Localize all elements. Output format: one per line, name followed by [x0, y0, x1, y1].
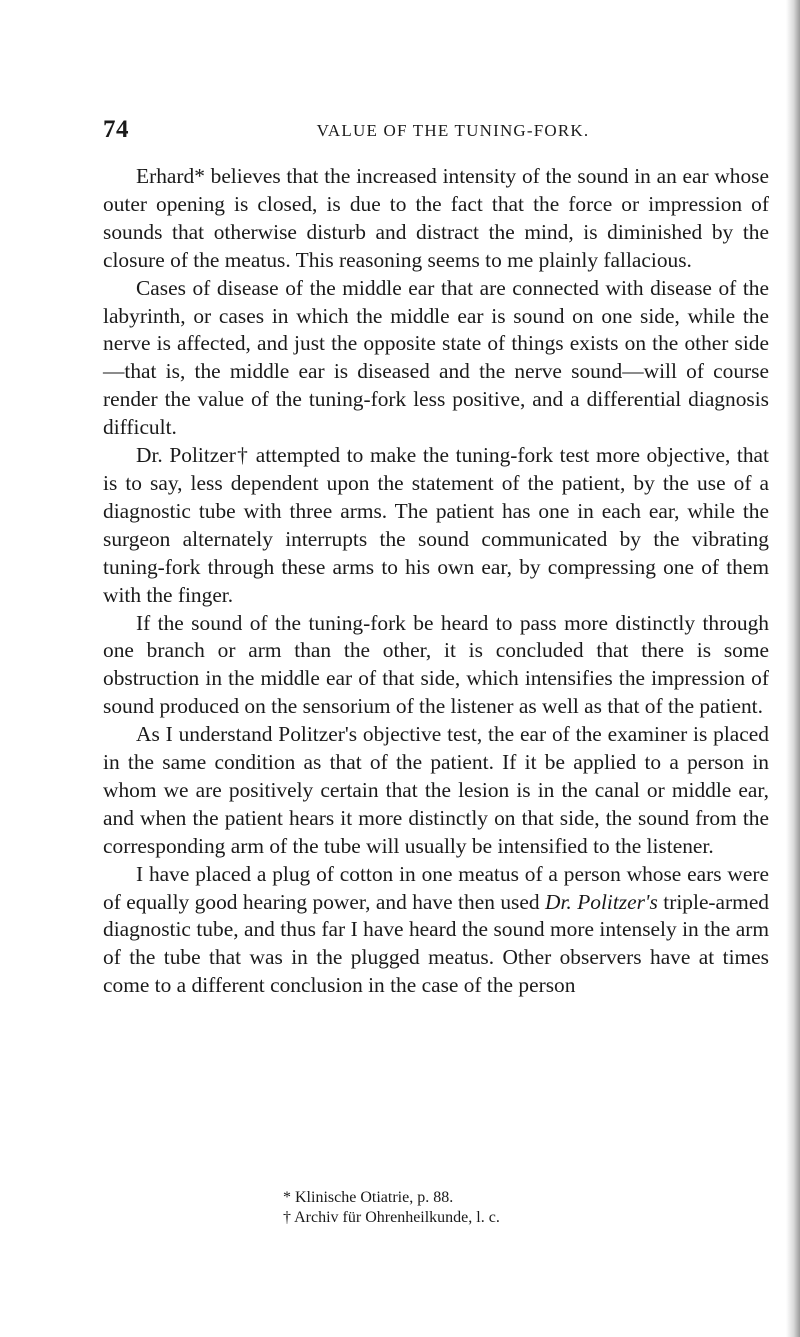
paragraph-cases-of-disease: Cases of disease of the middle ear that are connected with disease of the labyrinth, or cases in which the middle ear is sound on one side, while the nerve is affected, and just the opposite state of things exists on the other side—that is, the middle ear is diseased and the nerve sound—will of course render the value of the tuning-fork less positive, and a differential diagnosis difficult. [103, 275, 769, 440]
paragraph-erhard: Erhard* believes that the increased intensity of the sound in an ear whose outer opening is closed, is due to the fact that the force or impression of sounds that otherwise disturb and distract the mind, is diminished by the closure of the meatus. This reasoning seems to me plainly fallacious. [103, 164, 769, 272]
running-head: VALUE OF THE TUNING-FORK. [316, 121, 590, 140]
page-header [103, 116, 763, 146]
paragraph-politzer-test: Dr. Politzer† attempted to make the tuning-fork test more objective, that is to say, less dependent upon the statement of the patient, by the use of a diagnostic tube with three arms. The patient has one in each ear, while the surgeon alternately interrupts the sound communicated by the vibrating tuning-fork through these arms to his own ear, by compressing one of them with the finger. [103, 443, 769, 607]
footnote-politzer: † Archiv für Ohrenheilkunde, l. c. [283, 1209, 500, 1226]
footnotes [283, 1188, 763, 1228]
politzer-italic: Dr. Politzer's [545, 889, 658, 914]
paragraph-sound-branch: If the sound of the tuning-fork be heard to pass more distinctly through one branch or arm than the other, it is concluded that there is some obstruction in the middle ear of that side, which intensifies the impression of sound produced on the sensorium of the listener as well as that of the patient. [103, 610, 769, 719]
footnote-erhard: * Klinische Otiatrie, p. 88. [283, 1189, 454, 1206]
page-number: 74 [103, 116, 129, 143]
page-edge-shadow [786, 0, 800, 1337]
paragraph-cotton-plug-start: I have placed a plug of cotton in one meatus of a person whose ears were of equally good hearing power, and have then used [103, 861, 769, 914]
paragraph-cotton-plug-end: triple-armed diagnostic tube, and thus far I have heard the sound more intensely in the arm of the tube that was in the plugged meatus. Other observers have at times come to a different conclusion in the case of the person [103, 889, 770, 998]
paragraph-cotton-plug [103, 861, 769, 1001]
body-text [103, 163, 769, 1000]
paragraph-objective-test: As I understand Politzer's objective test, the ear of the examiner is placed in the same condition as that of the patient. If it be applied to a person in whom we are positively certain that the lesion is in the canal or middle ear, and when the patient hears it more distinctly on that side, the sound from the corresponding arm of the tube will usually be intensified to the listener. [103, 722, 769, 858]
